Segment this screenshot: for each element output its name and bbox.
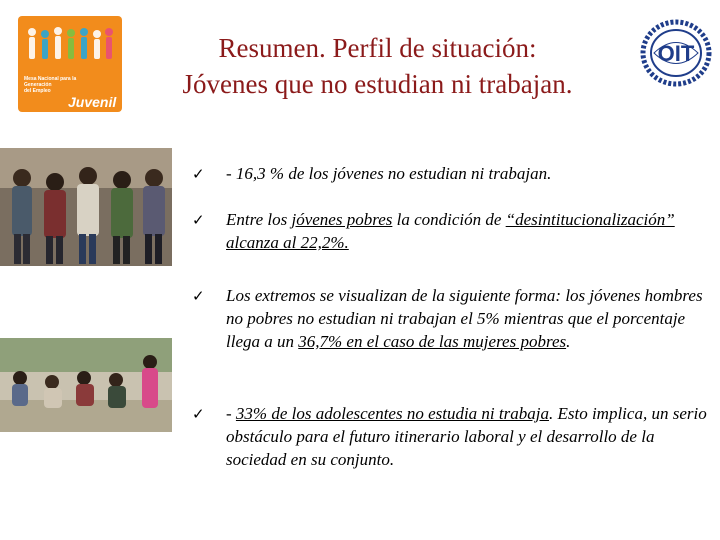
oit-logo-text: OIT (657, 41, 695, 66)
youths-sitting-photo (0, 338, 172, 432)
title-line-2: Jóvenes que no estudian ni trabajan. (182, 69, 573, 99)
bullet-2-underline-2: “desintitucionalización” alcanza al 22,2%. (226, 210, 675, 252)
logo-line-1: Mesa Nacional para la (24, 76, 77, 82)
bullet-1-part-1: - 16,3 % de los jóvenes no estudian ni trabajan. (226, 164, 552, 183)
bullet-2-underline-1: jóvenes pobres (291, 210, 393, 229)
logo-brand-text: Juvenil (68, 94, 117, 110)
bullet-text-3 (226, 284, 714, 353)
oit-logo (640, 18, 712, 88)
logo-small-text (24, 76, 86, 94)
bullet-2-part-1: Entre los (226, 210, 292, 229)
mesa-empleo-juvenil-logo (18, 16, 122, 112)
students-walking-photo (0, 148, 172, 266)
bullet-4-underline-1: 33% de los adolescentes no estudia ni trabaja (235, 404, 549, 423)
checkmark-icon: ✓ (192, 165, 205, 183)
bullet-3-part-1: Los extremos se visualizan de la siguiente forma: los jóvenes hombres no pobres no estudian ni trabajan el 5% mientras que el porcentaje llega a un (226, 286, 703, 351)
logo-line-2: Generación (24, 82, 52, 88)
bullet-2-part-2: la condición de (392, 210, 506, 229)
checkmark-icon: ✓ (192, 211, 205, 229)
bullet-text-1 (226, 162, 714, 185)
bullet-text-2 (226, 208, 714, 254)
logo-line-3: del Empleo (24, 88, 51, 94)
slide-title (120, 30, 635, 102)
bullet-3-underline-1: 36,7% en el caso de las mujeres pobres (298, 332, 567, 351)
checkmark-icon: ✓ (192, 287, 205, 305)
bullet-4-part-1: - (226, 404, 236, 423)
bullet-text-4 (226, 402, 714, 471)
checkmark-icon: ✓ (192, 405, 205, 423)
people-figures-icon (24, 24, 116, 74)
bullet-3-part-2: . (566, 332, 571, 351)
oit-emblem-icon (640, 18, 712, 88)
bullet-4-part-2: . Esto implica, un serio obstáculo para el futuro itinerario laboral y el desarrollo de la sociedad en su conjunto. (226, 404, 707, 469)
title-line-1: Resumen. Perfil de situación: (218, 33, 537, 63)
